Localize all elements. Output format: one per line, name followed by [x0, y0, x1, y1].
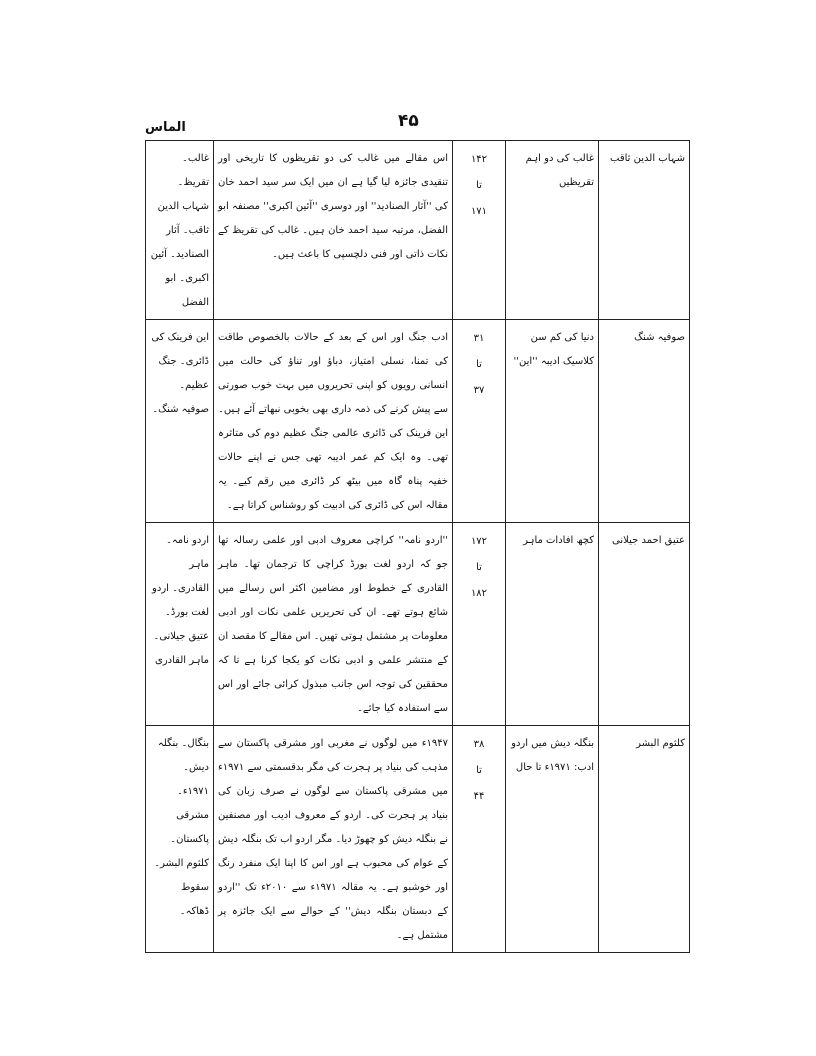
page-start: ۳۸ — [473, 739, 485, 750]
author-cell: شہاب الدین ثاقب — [599, 141, 690, 320]
keywords-cell: غالب۔ تقریظ۔ شہاب الدین ثاقب۔ آثار الصنادید۔ آئین اکبری۔ ابو الفضل — [146, 141, 214, 320]
table-row — [146, 320, 690, 523]
keywords-cell: بنگال۔ بنگلہ دیش۔ ۱۹۷۱ء۔ مشرقی پاکستان۔ کلثوم البشر۔ سقوط ڈھاکہ۔ — [146, 726, 214, 953]
article-title-cell: بنگلہ دیش میں اردو ادب: ۱۹۷۱ء تا حال — [506, 726, 599, 953]
article-title-cell: دنیا کی کم سن کلاسیک ادیبہ ''این'' — [506, 320, 599, 523]
summary-cell: ''اردو نامہ'' کراچی معروف ادبی اور علمی رسالہ تھا جو کہ اردو لغت بورڈ کراچی کا ترجمان تھا۔ ماہر القادری کے خطوط اور مضامین اکثر اس رسالے میں شائع ہوتے تھے۔ ان کی تحریریں علمی نکات اور ادبی معلومات پر مشتمل ہوتی تھیں۔ اس مقالے کا مقصد ان کے منتشر علمی و ادبی نکات کو یکجا کرنا ہے تا کہ محققین کی توجہ اس جانب مبذول کرائی جائے اور اس سے استفادہ کیا جائے۔ — [214, 523, 453, 726]
journal-title: الماس — [145, 120, 186, 135]
page-range-separator: تا — [476, 359, 482, 370]
page-end: ۳۷ — [473, 385, 485, 396]
page-range-cell — [453, 141, 506, 320]
page-range-cell — [453, 320, 506, 523]
page-range-separator: تا — [476, 562, 482, 573]
page-number: ۴۵ — [398, 111, 419, 131]
table-row — [146, 726, 690, 953]
page-range-cell — [453, 726, 506, 953]
page-start: ۱۷۲ — [470, 536, 488, 547]
keywords-cell: اردو نامہ۔ ماہر القادری۔ اردو لغت بورڈ۔ عتیق جیلانی۔ ماہر القادری — [146, 523, 214, 726]
page-range-cell — [453, 523, 506, 726]
article-title-cell: کچھ افادات ماہر — [506, 523, 599, 726]
article-index-table — [145, 140, 690, 953]
keywords-cell: این فرینک کی ڈائری۔ جنگ عظیم۔ صوفیہ شنگ۔ — [146, 320, 214, 523]
author-cell: کلثوم البشر — [599, 726, 690, 953]
author-cell: صوفیہ شنگ — [599, 320, 690, 523]
page-range-separator: تا — [476, 765, 482, 776]
page-start: ۱۴۲ — [470, 154, 488, 165]
page-end: ۴۴ — [473, 791, 485, 802]
table-row — [146, 141, 690, 320]
author-cell: عتیق احمد جیلانی — [599, 523, 690, 726]
table-row — [146, 523, 690, 726]
page-range-separator: تا — [476, 180, 482, 191]
page-start: ۳۱ — [473, 333, 485, 344]
article-title-cell: غالب کی دو اہم تقریظیں — [506, 141, 599, 320]
summary-cell: ادب جنگ اور اس کے بعد کے حالات بالخصوص طاقت کی تمنا، نسلی امتیاز، دباؤ اور تناؤ کی حالت میں انسانی رویوں کو اپنی تحریروں میں بہت خوب صورتی سے پیش کرنے کی ذمہ داری بھی بخوبی نبھاتے آئے ہیں۔ این فرینک کی ڈائری عالمی جنگ عظیم دوم کی متاثرہ تھی۔ وہ ایک کم عمر ادیبہ تھی جس نے اپنے حالات خفیہ پناہ گاہ میں بیٹھ کر ڈائری میں رقم کیے۔ یہ مقالہ اس کی ڈائری کی ادبیت کو روشناس کراتا ہے۔ — [214, 320, 453, 523]
page-end: ۱۸۲ — [470, 588, 488, 599]
summary-cell: ۱۹۴۷ء میں لوگوں نے مغربی اور مشرقی پاکستان سے مذہب کی بنیاد پر ہجرت کی مگر بدقسمتی سے ۱۹۷۱ء میں مشرقی پاکستان سے لوگوں نے صرف زبان کی بنیاد پر ہجرت کی۔ اردو کے معروف ادیب اور مصنفین نے بنگلہ دیش کو چھوڑ دیا۔ مگر اردو اب تک بنگلہ دیش کے عوام کی محبوب ہے اور اس کا اپنا ایک منفرد رنگ اور خوشبو ہے۔ یہ مقالہ ۱۹۷۱ء سے ۲۰۱۰ء تک ''اردو کے دبستان بنگلہ دیش'' کے حوالے سے ایک جائزہ پر مشتمل ہے۔ — [214, 726, 453, 953]
summary-cell: اس مقالے میں غالب کی دو تقریظوں کا تاریخی اور تنقیدی جائزہ لیا گیا ہے ان میں ایک سر سید احمد خان کی ''آثار الصنادید'' اور دوسری ''آئین اکبری'' مصنفہ ابو الفضل، مرتبہ سید احمد خان ہیں۔ غالب کی تقریظ کے نکات ذاتی اور فنی دلچسپی کا باعث ہیں۔ — [214, 141, 453, 320]
page-end: ۱۷۱ — [470, 206, 488, 217]
